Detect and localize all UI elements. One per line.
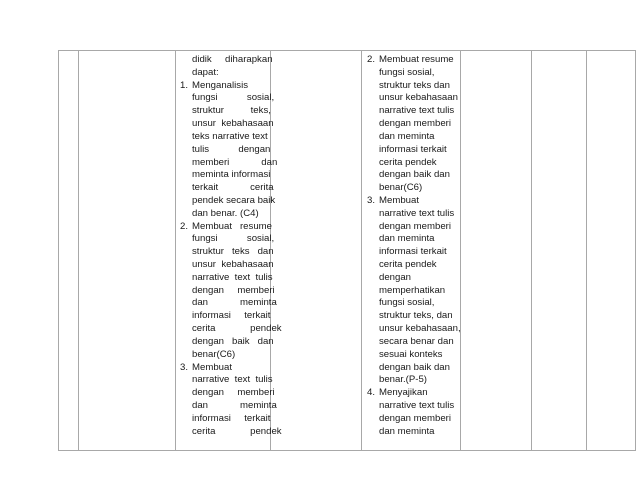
line-text: struktur teks dan — [379, 79, 450, 91]
text-line — [367, 272, 457, 285]
line-text: dengan memberi — [192, 387, 275, 399]
text-line — [367, 169, 457, 182]
text-line — [367, 80, 457, 93]
text-line — [367, 144, 457, 157]
text-line — [367, 208, 457, 221]
text-line — [180, 374, 273, 387]
line-text: dengan memberi — [379, 412, 451, 424]
text-line — [180, 80, 267, 93]
text-line — [367, 323, 461, 336]
line-text: dapat: — [192, 66, 219, 78]
text-line — [180, 92, 275, 105]
text-line — [367, 131, 457, 144]
list-number: 1. — [180, 79, 189, 91]
line-text: teks narrative text — [192, 130, 268, 142]
table-border-bottom — [58, 450, 636, 451]
text-line — [180, 220, 272, 234]
text-line — [367, 336, 457, 349]
line-text: cerita pendek — [379, 259, 437, 270]
text-line — [367, 105, 457, 118]
line-text: meminta informasi — [192, 169, 271, 181]
text-line — [180, 54, 273, 67]
table-col-line-7 — [531, 50, 532, 450]
text-line — [367, 195, 457, 208]
line-text: benar(C6) — [192, 348, 236, 360]
line-text: dan meminta — [379, 233, 435, 245]
text-line — [367, 246, 457, 259]
line-text: memberi dan — [192, 156, 278, 168]
text-line — [367, 157, 457, 170]
right-cell-text — [367, 54, 461, 438]
line-text: benar(C6) — [379, 182, 423, 194]
line-text: informasi terkait — [379, 246, 447, 258]
table-col-line-8 — [586, 50, 587, 450]
text-line — [367, 285, 457, 298]
line-text: narrative text tulis — [192, 271, 273, 283]
line-text: dan benar. (C4) — [192, 207, 259, 219]
line-text: narrative text tulis — [379, 399, 455, 411]
text-line — [180, 399, 277, 413]
table-col-line-2 — [78, 50, 79, 450]
line-text: didik diharapkan — [192, 54, 273, 65]
line-text: dengan memberi — [379, 220, 451, 232]
text-line — [367, 426, 457, 439]
line-text: Membuat — [192, 361, 232, 373]
line-text: fungsi sosial, — [379, 297, 435, 309]
text-line — [367, 182, 457, 195]
table-col-line-1 — [58, 50, 59, 450]
line-text: dan meminta — [192, 399, 277, 411]
line-text: memperhatikan — [379, 284, 446, 296]
list-number: 3. — [367, 194, 376, 206]
line-text: struktur teks, dan — [379, 310, 453, 322]
text-line — [180, 169, 271, 182]
text-line — [180, 387, 275, 400]
line-text: Membuat — [379, 194, 419, 206]
line-text: struktur teks, — [192, 105, 271, 117]
line-text: dengan — [379, 271, 412, 283]
line-text: dengan memberi — [379, 118, 451, 130]
text-line — [180, 297, 277, 310]
text-line — [180, 246, 274, 259]
text-line — [180, 182, 274, 195]
text-line — [180, 156, 278, 170]
text-line — [367, 413, 457, 426]
line-text: informasi terkait — [192, 310, 271, 322]
text-line — [367, 349, 457, 362]
line-text: narrative text tulis — [192, 374, 273, 386]
text-line — [180, 349, 267, 362]
line-text: fungsi sosial, — [379, 66, 435, 78]
line-text: dan meminta — [379, 130, 435, 142]
line-text: dengan baik dan — [379, 361, 450, 373]
text-line — [180, 323, 282, 336]
line-text: fungsi sosial, — [192, 92, 275, 104]
line-text: unsur kebahasaan, — [379, 323, 461, 335]
table-border-top — [58, 50, 636, 51]
text-line — [180, 233, 275, 246]
table-col-line-6 — [460, 50, 461, 450]
line-text: dan meminta — [379, 425, 435, 437]
text-line — [180, 425, 282, 439]
left-cell-text — [180, 54, 282, 438]
text-line — [367, 67, 457, 80]
text-line — [367, 297, 457, 310]
line-text: struktur teks dan — [192, 246, 274, 258]
line-text: Menyajikan — [379, 387, 428, 399]
text-line — [367, 221, 457, 234]
list-number: 4. — [367, 387, 376, 399]
line-text: secara benar dan — [379, 335, 454, 347]
line-text: unsur kebahasaan — [379, 92, 458, 104]
line-text: Membuat resume — [192, 220, 272, 232]
table-col-line-5 — [361, 50, 362, 450]
line-text: fungsi sosial, — [192, 233, 275, 245]
line-text: sesuai konteks — [379, 348, 443, 360]
text-line — [367, 374, 457, 387]
line-text: Menganalisis — [192, 79, 248, 91]
text-line — [180, 194, 276, 208]
line-text: cerita pendek — [192, 425, 282, 437]
text-line — [367, 54, 457, 67]
table-col-line-3 — [175, 50, 176, 450]
line-text: narrative text tulis — [379, 105, 455, 117]
line-text: unsur kebahasaan — [192, 118, 274, 130]
text-line — [180, 118, 274, 131]
text-line — [367, 400, 457, 413]
line-text: unsur kebahasaan — [192, 259, 274, 270]
line-text: dengan baik dan — [379, 169, 450, 181]
line-text: cerita pendek — [192, 323, 282, 335]
text-line — [367, 362, 457, 375]
text-line — [180, 412, 271, 426]
text-line — [180, 284, 275, 298]
list-number: 3. — [180, 361, 189, 373]
text-line — [180, 131, 267, 144]
text-line — [180, 208, 267, 221]
line-text: dengan baik dan — [192, 335, 274, 347]
text-line — [180, 310, 271, 323]
text-line — [180, 143, 271, 157]
text-line — [180, 259, 274, 272]
line-text: dan meminta — [192, 297, 277, 309]
text-line — [180, 105, 271, 118]
list-number: 2. — [180, 220, 189, 232]
text-line — [180, 335, 274, 349]
text-line — [180, 362, 267, 375]
text-line — [180, 271, 273, 285]
line-text: cerita pendek — [379, 156, 437, 168]
text-line — [367, 387, 457, 400]
line-text: informasi terkait — [379, 143, 447, 155]
line-text: dengan memberi — [192, 284, 275, 296]
list-number: 2. — [367, 54, 376, 65]
text-line — [367, 92, 457, 105]
line-text: pendek secara baik — [192, 194, 276, 206]
text-line — [367, 118, 457, 131]
text-line — [367, 233, 457, 246]
line-text: Membuat resume — [379, 54, 454, 65]
line-text: informasi terkait — [192, 412, 271, 424]
line-text: tulis dengan — [192, 143, 271, 155]
line-text: narrative text tulis — [379, 207, 455, 219]
line-text: benar.(P-5) — [379, 374, 427, 386]
line-text: terkait cerita — [192, 182, 274, 194]
text-line — [367, 259, 457, 272]
text-line — [367, 310, 457, 323]
text-line — [180, 67, 267, 80]
table-col-line-9 — [635, 50, 636, 450]
